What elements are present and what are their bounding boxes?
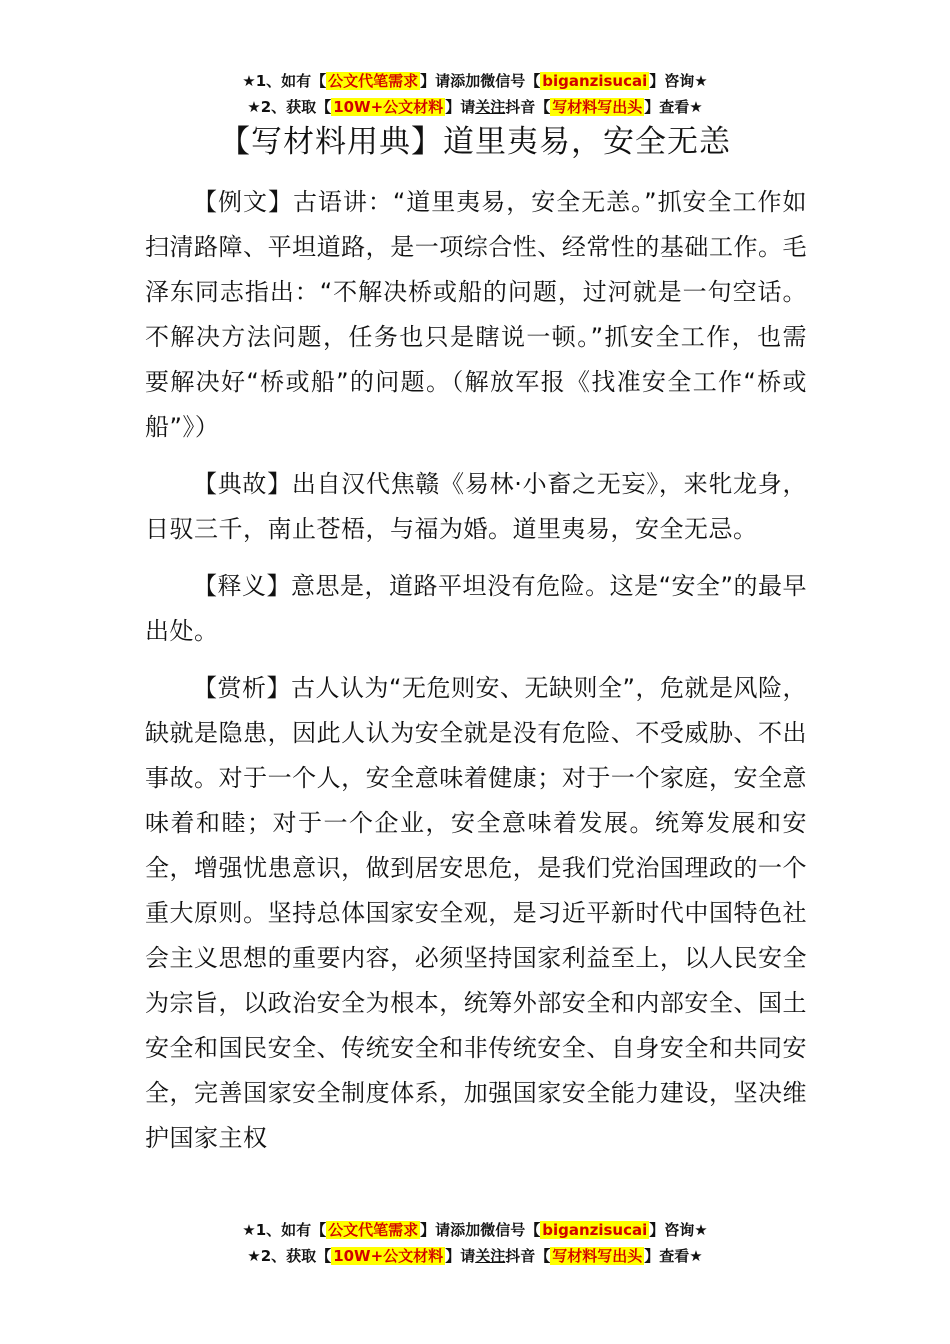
highlight-wechat-id: biganzisucai xyxy=(542,1221,648,1239)
paragraph-meaning: 【释义】意思是，道路平坦没有危险。这是“安全”的最早出处。 xyxy=(145,572,807,645)
banner-line-1: ★1、如有【 公文代笔需求 】请添加微信号【 biganzisucai 】咨询★ xyxy=(242,1221,708,1239)
header-banner xyxy=(0,68,950,120)
paragraph-example: 【例文】古语讲：“道里夷易，安全无恙。”抓安全工作如扫清路障、平坦道路，是一项综合性、经常性的基础工作。毛泽东同志指出：“不解决桥或船的问题，过河就是一句空话。不解决方法问题，任务也只是瞎说一顿。”抓安全工作，也需要解决好“桥或船”的问题。（解放军报《找准安全工作“桥或船”》） xyxy=(145,188,807,441)
highlight-douyin: 写材料写出头 xyxy=(552,98,643,116)
banner-line-2: ★2、获取【 10W+公文材料 】请关注抖音【 写材料写出头 】查看★ xyxy=(247,1247,703,1265)
highlight-douyin: 写材料写出头 xyxy=(552,1247,643,1265)
highlight-materials: 10W+公文材料 xyxy=(333,1247,444,1265)
page-title: 【写材料用典】道里夷易，安全无恙 xyxy=(219,124,731,160)
banner-line-2: ★2、获取【 10W+公文材料 】请关注抖音【 写材料写出头 】查看★ xyxy=(247,98,703,116)
paragraph-source: 【典故】出自汉代焦赣《易林·小畜之无妄》，来牝龙身，日驭三千，南止苍梧，与福为婚。道里夷易，安全无忌。 xyxy=(145,470,807,543)
paragraph-appreciation: 【赏析】古人认为“无危则安、无缺则全”，危就是风险，缺就是隐患，因此人认为安全就是没有危险、不受威胁、不出事故。对于一个人，安全意味着健康；对于一个家庭，安全意味着和睦；对于一个企业，安全意味着发展。统筹发展和安全，增强忧患意识，做到居安思危，是我们党治国理政的一个重大原则。坚持总体国家安全观，是习近平新时代中国特色社会主义思想的重要内容，必须坚持国家利益至上，以人民安全为宗旨，以政治安全为根本，统筹外部安全和内部安全、国土安全和国民安全、传统安全和非传统安全、自身安全和共同安全，完善国家安全制度体系，加强国家安全能力建设，坚决维护国家主权 xyxy=(145,674,807,1152)
highlight-materials: 10W+公文材料 xyxy=(333,98,444,116)
highlight-service: 公文代笔需求 xyxy=(328,1221,419,1239)
highlight-service: 公文代笔需求 xyxy=(328,72,419,90)
footer-banner xyxy=(0,1217,950,1269)
highlight-wechat-id: biganzisucai xyxy=(542,72,648,90)
banner-line-1: ★1、如有【 公文代笔需求 】请添加微信号【 biganzisucai 】咨询★ xyxy=(242,72,708,90)
document-body xyxy=(145,180,807,1173)
